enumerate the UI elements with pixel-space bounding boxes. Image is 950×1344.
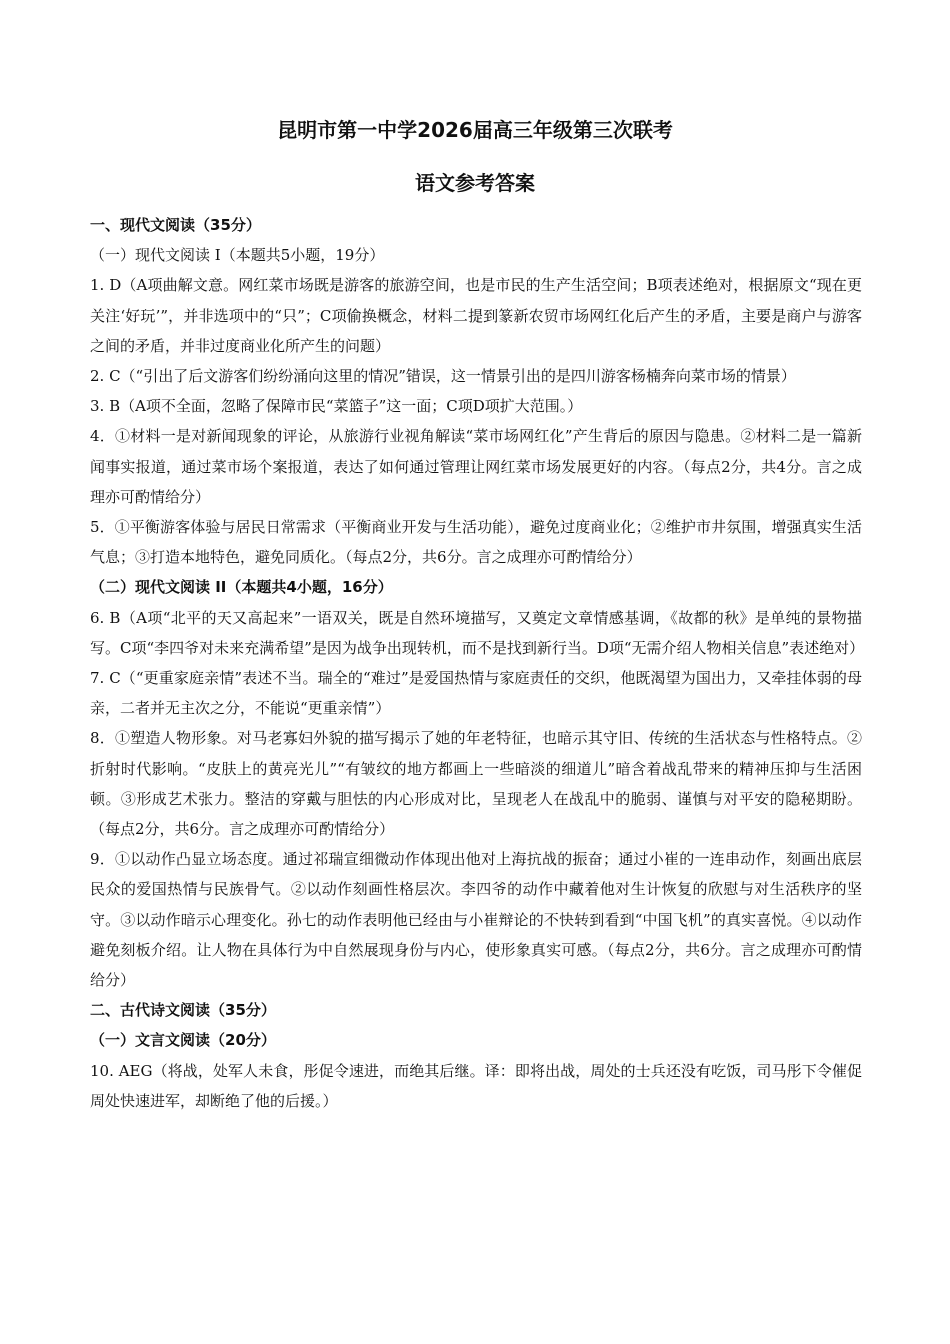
answer-9: 9．①以动作凸显立场态度。通过祁瑞宣细微动作体现出他对上海抗战的振奋；通过小崔的一连串动作，刻画出底层民众的爱国热情与民族骨气。②以动作刻画性格层次。李四爷的动作中藏着他对生计恢复的欣慰与对生活秩序的坚守。③以动作暗示心理变化。孙七的动作表明他已经由与小崔辩论的不快转到看到“中国飞机”的真实喜悦。④以动作避免刻板介绍。让人物在具体行为中自然展现身份与内心，使形象真实可感。（每点2分，共6分。言之成理亦可酌情给分） — [90, 850, 862, 990]
page-title: 昆明市第一中学2026届高三年级第三次联考 — [277, 118, 673, 142]
answer-7: 7. C（“更重家庭亲情”表述不当。瑞全的“难过”是爱国热情与家庭责任的交织，他既渴望为国出力，又牵挂体弱的母亲，二者并无主次之分，不能说“更重亲情”） — [90, 669, 862, 718]
answer-5: 5．①平衡游客体验与居民日常需求（平衡商业开发与生活功能），避免过度商业化；②维护市井氛围，增强真实生活气息；③打造本地特色，避免同质化。（每点2分，共6分。言之成理亦可酌情给分） — [90, 518, 862, 567]
answer-content — [90, 210, 865, 1116]
section-heading-modern-reading: 一、现代文阅读（35分） — [90, 216, 261, 234]
answer-2: 2. C（“引出了后文游客们纷纷涌向这里的情况”错误，这一情景引出的是四川游客杨楠奔向菜市场的情景） — [90, 367, 796, 386]
page-subtitle: 语文参考答案 — [415, 171, 535, 195]
subsection-heading-classical-prose: （一）文言文阅读（20分） — [90, 1031, 276, 1050]
answer-6: 6. B（A项“北平的天又高起来”一语双关，既是自然环境描写，又奠定文章情感基调，《故都的秋》是单纯的景物描写。C项“李四爷对未来充满希望”是因为战争出现转机，而不是找到新行当。D项“无需介绍人物相关信息”表述绝对） — [90, 608, 865, 657]
answer-1: 1. D（A项曲解文意。网红菜市场既是游客的旅游空间，也是市民的生产生活空间；B项表述绝对，根据原文“现在更关注‘好玩’”，并非选项中的“只”；C项偷换概念，材料二提到篆新农贸市场网红化后产生的矛盾，主要是商户与游客之间的矛盾，并非过度商业化所产生的问题） — [90, 276, 862, 355]
subsection-heading-reading-1: （一）现代文阅读 I（本题共5小题，19分） — [90, 246, 385, 265]
section-heading-classical-reading: 二、古代诗文阅读（35分） — [90, 1001, 276, 1020]
answer-4: 4．①材料一是对新闻现象的评论，从旅游行业视角解读“菜市场网红化”产生背后的原因与隐患。②材料二是一篇新闻事实报道，通过菜市场个案报道，表达了如何通过管理让网红菜市场发展更好的内容。（每点2分，共4分。言之成理亦可酌情给分） — [90, 427, 862, 506]
answer-3: 3. B（A项不全面，忽略了保障市民“菜篮子”这一面；C项D项扩大范围。） — [90, 397, 583, 416]
answer-10: 10. AEG（将战，处军人未食，彤促令速进，而绝其后继。译：即将出战，周处的士兵还没有吃饭，司马彤下令催促周处快速进军，却断绝了他的后援。） — [90, 1061, 862, 1110]
subsection-heading-reading-2: （二）现代文阅读 II（本题共4小题，16分） — [90, 578, 393, 597]
answer-8: 8．①塑造人物形象。对马老寡妇外貌的描写揭示了她的年老特征，也暗示其守旧、传统的生活状态与性格特点。②折射时代影响。“皮肤上的黄亮光儿”“有皱纹的地方都画上一些暗淡的细道儿”暗含着战乱带来的精神压抑与生活困顿。③形成艺术张力。整洁的穿戴与胆怯的内心形成对比，呈现老人在战乱中的脆弱、谨慎与对平安的隐秘期盼。（每点2分，共6分。言之成理亦可酌情给分） — [90, 729, 862, 839]
